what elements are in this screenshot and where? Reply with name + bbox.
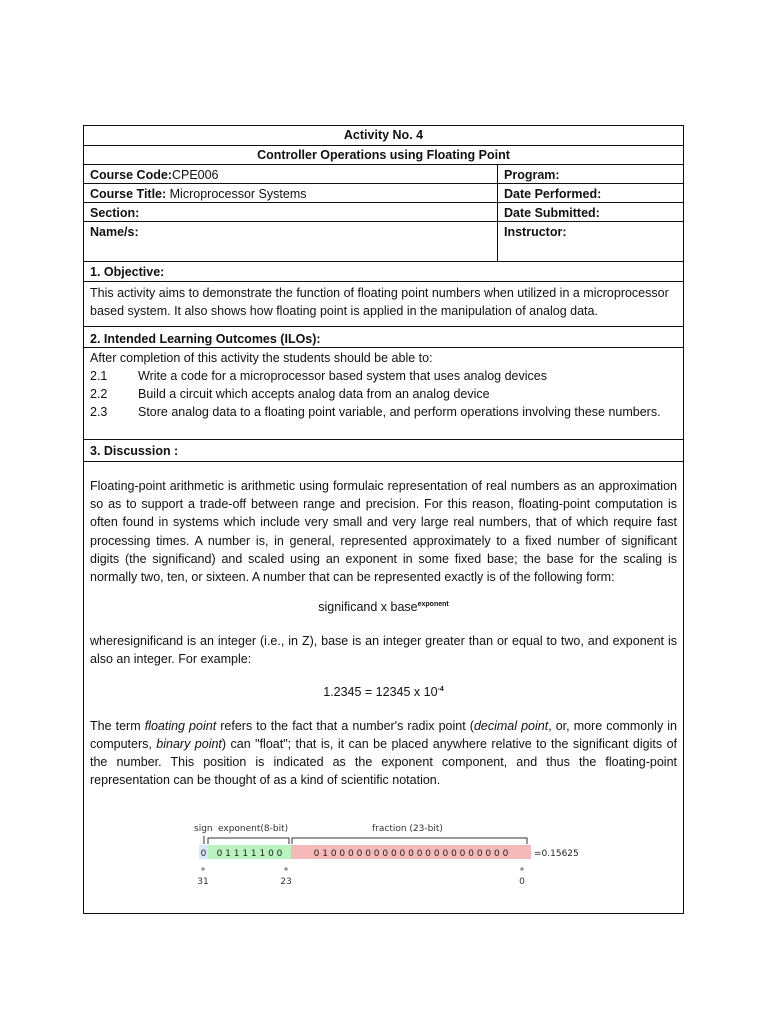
term-decimal-point: decimal point	[473, 718, 549, 733]
sign-label: sign	[194, 824, 213, 834]
ilos-heading-row	[84, 327, 683, 348]
bit-23-marker	[284, 867, 288, 871]
result-value: =0.15625	[534, 849, 579, 859]
discussion-paragraph-2: wheresignificand is an integer (i.e., in Z), base is an integer greater than or equal to two, and exponent is also an integer. For example:	[90, 634, 677, 667]
ilo-number: 2.1	[90, 369, 108, 383]
fraction-bracket	[292, 838, 527, 844]
formula-significand	[90, 600, 677, 614]
fraction-bits: 0 1 0 0 0 0 0 0 0 0 0 0 0 0 0 0 0 0 0 0 0 0 0	[313, 849, 509, 859]
ilo-number: 2.2	[90, 387, 108, 401]
sign-bits: 0	[200, 849, 207, 859]
names-label: Name/s:	[90, 225, 139, 239]
course-title-row	[84, 184, 683, 203]
course-code-row	[84, 165, 683, 184]
names-row	[84, 222, 683, 262]
term-binary-point: binary point	[156, 736, 222, 751]
ilos-body-row	[84, 348, 683, 440]
ilo-number: 2.3	[90, 405, 108, 419]
activity-number: Activity No. 4	[343, 128, 424, 142]
formula-example-exponent: -4	[437, 685, 444, 693]
course-code-label: Course Code:	[90, 168, 172, 182]
exponent-bracket	[208, 838, 289, 844]
formula-significand-exponent: exponent	[417, 601, 449, 609]
activity-number-row	[84, 126, 683, 146]
objective-heading: 1. Objective:	[90, 265, 165, 279]
bit-31-marker	[201, 867, 205, 871]
formula-significand-text: significand x base	[318, 600, 418, 615]
objective-heading-row	[84, 262, 683, 282]
bit-0-label: 0	[519, 877, 525, 887]
ilo-item	[90, 403, 677, 421]
date-submitted-label: Date Submitted:	[504, 206, 600, 220]
activity-sheet	[83, 125, 684, 914]
exponent-bits: 0 1 1 1 1 1 0 0	[216, 849, 283, 859]
instructor-label: Instructor:	[504, 225, 567, 239]
ilo-text: Write a code for a microprocessor based system that uses analog devices	[138, 369, 547, 383]
exponent-label: exponent(8-bit)	[218, 824, 289, 834]
formula-example-text: 1.2345 = 12345 x 10	[323, 684, 438, 699]
ilo-item	[90, 367, 677, 385]
objective-text: This activity aims to demonstrate the function of floating point numbers when utilized in a microprocessor based system. It also shows how floating point is applied in the manipulation of analog data.	[90, 286, 669, 318]
ilo-text: Store analog data to a floating point variable, and perform operations involving these numbers.	[138, 405, 661, 419]
date-performed-label: Date Performed:	[504, 187, 602, 201]
discussion-heading-row	[84, 440, 683, 462]
activity-title-row	[84, 146, 683, 165]
term-floating-point: floating point	[144, 718, 217, 733]
ilos-intro: After completion of this activity the students should be able to:	[90, 351, 433, 365]
course-code-value: CPE006	[171, 168, 219, 182]
program-label: Program:	[504, 168, 560, 182]
section-label: Section:	[90, 206, 140, 220]
section-row	[84, 203, 683, 222]
formula-example	[90, 685, 677, 699]
course-title-value: Microprocessor Systems	[166, 187, 307, 201]
ilo-item	[90, 385, 677, 403]
activity-title: Controller Operations using Floating Point	[257, 148, 510, 162]
objective-body-row	[84, 282, 683, 327]
ilos-heading: 2. Intended Learning Outcomes (ILOs):	[90, 332, 321, 346]
discussion-paragraph-3: The term floating point refers to the fact that a number's radix point (decimal point, or, more commonly in computers, binary point) can "float"; that is, it can be placed anywhere relative to the significant digits of the number. This position is indicated as the exponent component, and thus the floating-point representation can be thought of as a kind of scientific notation.	[90, 718, 677, 788]
discussion-heading: 3. Discussion :	[90, 444, 179, 458]
bit-23-label: 23	[280, 877, 292, 887]
discussion-paragraph-1: Floating-point arithmetic is arithmetic using formulaic representation of real numbers as an approximation so as to support a trade-off between range and precision. For this reason, floating-point computation is often found in systems which include very small and very large real numbers, that of which require fast processing times. A number is, in general, represented approximately to a fixed number of significant digits (the significand) and scaled using an exponent in some fixed base; the base for the scaling is normally two, ten, or sixteen. A number that can be represented exactly is of the following form:	[90, 479, 677, 585]
course-title-label: Course Title:	[90, 187, 167, 201]
ilo-text: Build a circuit which accepts analog data from an analog device	[138, 387, 490, 401]
fraction-label: fraction (23-bit)	[372, 824, 443, 834]
bit-0-marker	[520, 867, 524, 871]
bit-31-label: 31	[197, 877, 209, 887]
float32-diagram	[184, 821, 604, 891]
